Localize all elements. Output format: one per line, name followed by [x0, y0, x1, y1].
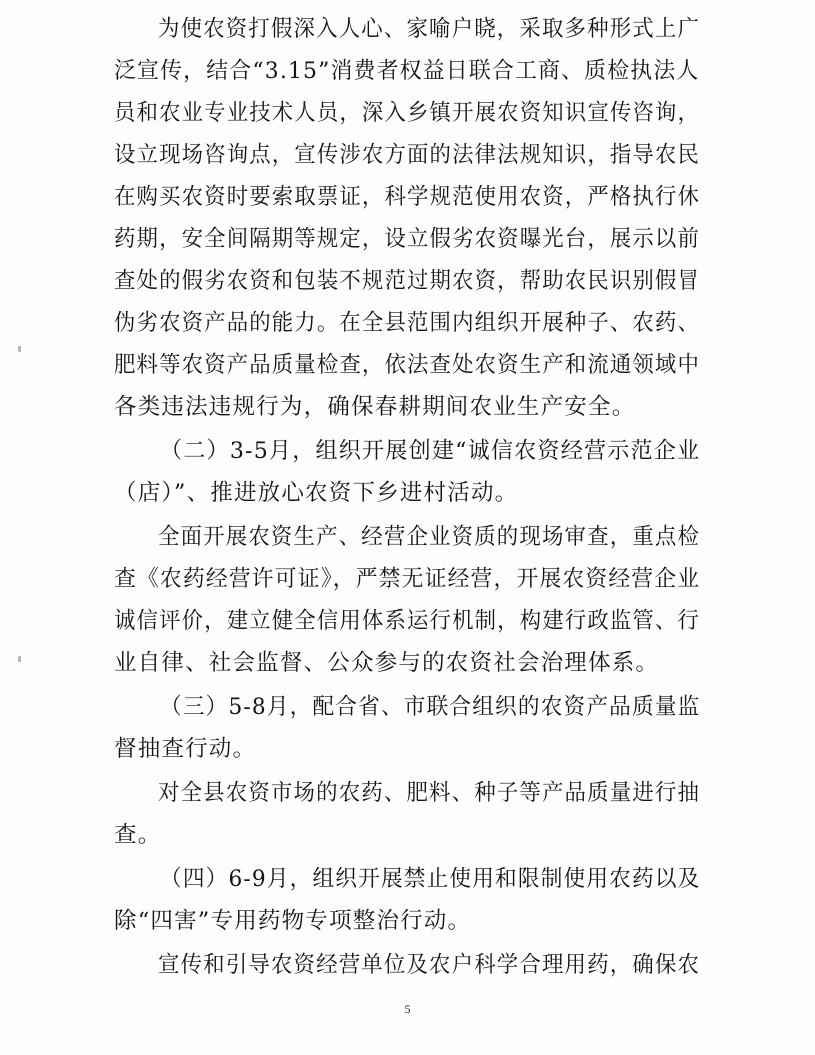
body-text-line: 查。 — [114, 822, 162, 848]
section-heading-line: （三）5-8月，配合省、市联合组织的农资产品质量监 — [160, 694, 701, 720]
body-text-line: 各类违法违规行为，确保春耕期间农业生产安全。 — [114, 394, 636, 420]
body-text-line: 业自律、社会监督、公众参与的农资社会治理体系。 — [114, 650, 660, 676]
body-text-line: 查《农药经营许可证》，严禁无证经营，开展农资经营企业 — [114, 566, 701, 592]
body-text-line: 在购买农资时要索取票证，科学规范使用农资，严格执行休 — [114, 184, 701, 210]
body-text-line: 伪劣农资产品的能力。在全县范围内组织开展种子、农药、 — [114, 310, 701, 336]
body-text-line: 设立现场咨询点，宣传涉农方面的法律法规知识，指导农民 — [114, 142, 701, 168]
section-heading-line: 除“四害”专用药物专项整治行动。 — [114, 908, 472, 934]
body-text-line: 泛宣传，结合“3.15”消费者权益日联合工商、质检执法人 — [114, 58, 700, 84]
body-text-line: 肥料等农资产品质量检查，依法查处农资生产和流通领域中 — [114, 352, 701, 378]
section-heading-line: （二）3-5月，组织开展创建“诚信农资经营示范企业 — [160, 438, 701, 464]
section-heading-line: 督抽查行动。 — [114, 736, 257, 762]
scan-mark — [18, 656, 21, 662]
body-text-line: 宣传和引导农资经营单位及农户科学合理用药，确保农 — [158, 952, 701, 978]
section-heading-line: （四）6-9月，组织开展禁止使用和限制使用农药以及 — [160, 866, 701, 892]
section-heading-line: （店）”、推进放心农资下乡进村活动。 — [114, 480, 519, 506]
body-text-line: 查处的假劣农资和包装不规范过期农资，帮助农民识别假冒 — [114, 268, 701, 294]
body-text-line: 全面开展农资生产、经营企业资质的现场审查，重点检 — [158, 524, 701, 550]
body-text-line: 药期，安全间隔期等规定，设立假劣农资曝光台，展示以前 — [114, 226, 701, 252]
body-text-line: 对全县农资市场的农药、肥料、种子等产品质量进行抽 — [158, 780, 701, 806]
body-text-line: 员和农业专业技术人员，深入乡镇开展农资知识宣传咨询， — [114, 100, 701, 126]
page-number: 5 — [404, 1002, 411, 1016]
body-text-line: 诚信评价，建立健全信用体系运行机制，构建行政监管、行 — [114, 608, 701, 634]
body-text-line: 为使农资打假深入人心、家喻户晓，采取多种形式上广 — [158, 16, 701, 42]
scan-mark — [18, 346, 21, 352]
